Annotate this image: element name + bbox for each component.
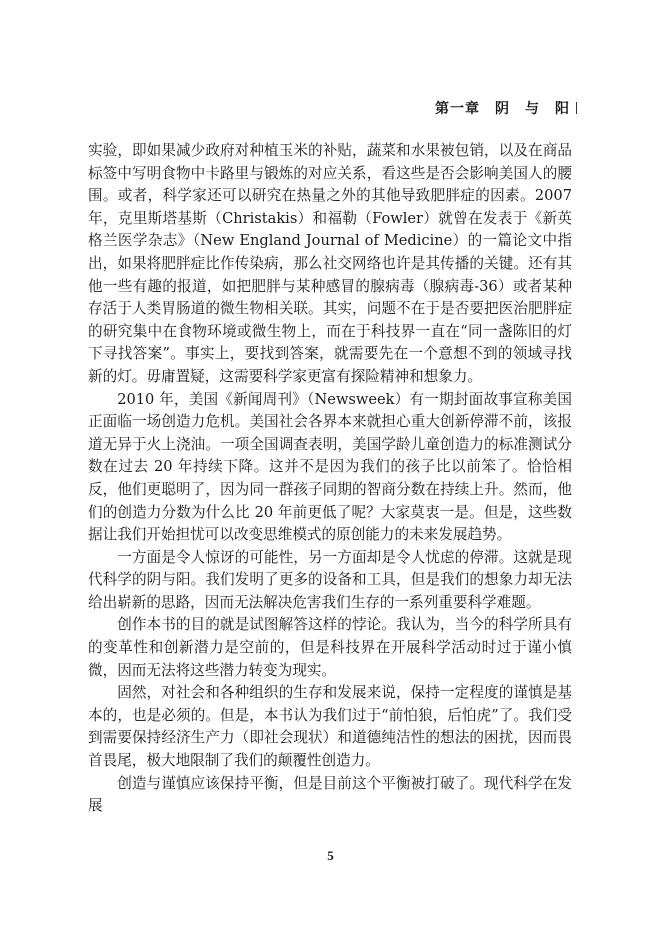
- header-rule: [576, 102, 577, 114]
- running-header: [435, 98, 577, 118]
- paragraph: 创作本书的目的就是试图解答这样的悖论。我认为，当今的科学所具有的变革性和创新潜力是空前的，但是科技界在开展科学活动时过于谨小慎微，因而无法将这些潜力转变为现实。: [88, 616, 572, 679]
- body-text: [88, 140, 572, 818]
- paragraph: 2010 年，美国《新闻周刊》（Newsweek）有一期封面故事宣称美国正面临一场创造力危机。美国社会各界本来就担心重大创新停滞不前，该报道无异于火上浇油。一项全国调查表明，美国学龄儿童创造力的标准测试分数在过去 20 年持续下降。这并不是因为我们的孩子比以前笨了。恰恰相反，他们更聪明了，因为同一群孩子同期的智商分数在持续上升。然而，他们的创造力分数为什么比 20 年前更低了呢？大家莫衷一是。但是，这些数据让我们开始担忧可以改变思维模式的原创能力的未来发展趋势。: [88, 390, 572, 544]
- paragraph: 固然，对社会和各种组织的生存和发展来说，保持一定程度的谨慎是基本的，也是必须的。但是，本书认为我们过于“前怕狼，后怕虎”了。我们受到需要保持经济生产力（即社会现状）和道德纯洁性的想法的困扰，因而畏首畏尾，极大地限制了我们的颠覆性创造力。: [88, 684, 572, 770]
- paragraph: 创造与谨慎应该保持平衡，但是目前这个平衡被打破了。现代科学在发展: [88, 774, 572, 815]
- paragraph: 实验，即如果减少政府对种植玉米的补贴，蔬菜和水果被包销，以及在商品标签中写明食物中卡路里与锻炼的对应关系，看这些是否会影响美国人的腰围。或者，科学家还可以研究在热量之外的其他导致肥胖症的因素。2007 年，克里斯塔基斯（Christakis）和福勒（Fowler）就曾在发表于《新英格兰医学杂志》（New England Journal of Medicine）的一篇论文中指出，如果将肥胖症比作传染病，那么社交网络也许是其传播的关键。还有其他一些有趣的报道，如把肥胖与某种感冒的腺病毒（腺病毒-36）或者某种存活于人类胃肠道的微生物相关联。其实，问题不在于是否要把医治肥胖症的研究集中在食物环境或微生物上，而在于科技界一直在“同一盏陈旧的灯下寻找答案”。事实上，要找到答案，就需要先在一个意想不到的领域寻找新的灯。毋庸置疑，这需要科学家更富有探险精神和想象力。: [88, 142, 572, 385]
- chapter-title: 第一章 阴 与 阳: [435, 101, 570, 117]
- page-number: 5: [327, 848, 334, 863]
- paragraph: 一方面是令人惊讶的可能性，另一方面却是令人忧虑的停滞。这就是现代科学的阴与阳。我们发明了更多的设备和工具，但是我们的想象力却无法给出崭新的思路，因而无法解决危害我们生存的一系列重要科学难题。: [88, 548, 572, 611]
